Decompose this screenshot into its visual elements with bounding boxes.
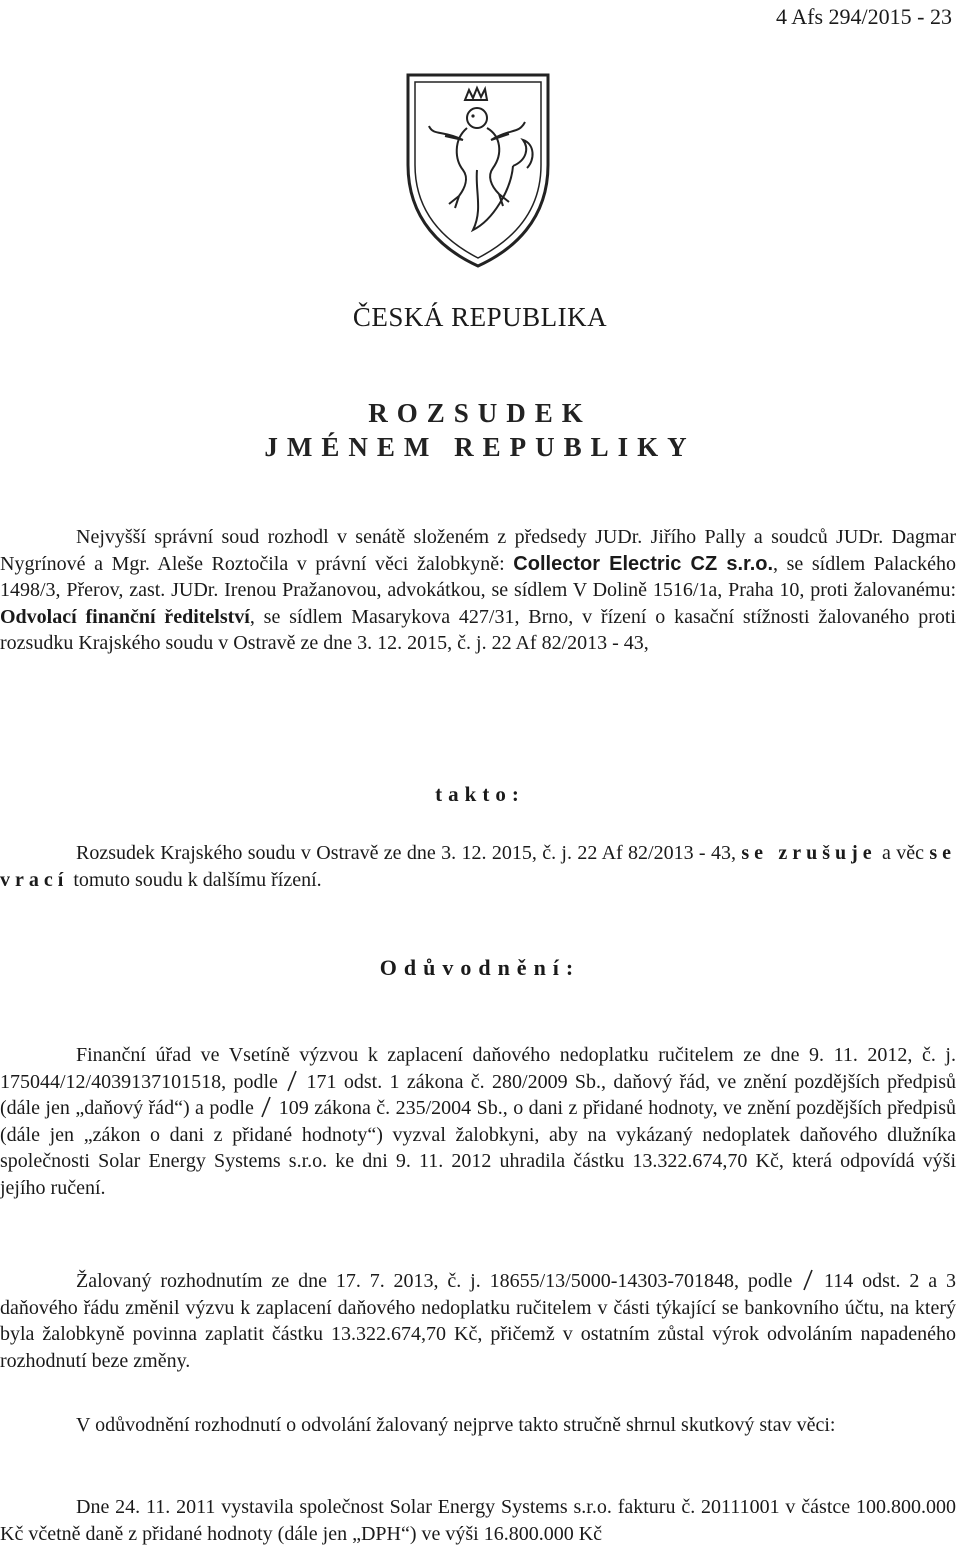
reasoning-paragraph-1	[0, 1042, 956, 1201]
section-sign-icon	[285, 1070, 299, 1092]
para3-text-b: 114 odst. 2 a 3 daňového řádu změnil výzvu k zaplacení daňového nedoplatku ručitelem v části týkající se bankovního účtu, na který byla žalobkyně povinna zaplatit částku 13.322.674,70 Kč, přičemž v ostatním zůstal výrok odvoláním napadeného rozhodnutí beze změny.	[0, 1270, 956, 1372]
ruling-text-a: Rozsudek Krajského soudu v Ostravě ze dne 3. 12. 2015, č. j. 22 Af 82/2013 - 43,	[76, 842, 736, 864]
country-title: ČESKÁ REPUBLIKA	[352, 302, 608, 332]
para3-text-a: Žalovaný rozhodnutím ze dne 17. 7. 2013, č. j. 18655/13/5000-14303-701848, podle	[76, 1270, 802, 1292]
reasoning-paragraph-3: V odůvodnění rozhodnutí o odvolání žalovaný nejprve takto stručně shrnul skutkový stav věci:	[76, 1414, 836, 1436]
ruling-zrusuje: se zrušuje	[741, 842, 877, 864]
ruling-text-c: tomuto soudu k dalšímu řízení.	[68, 868, 322, 891]
defendant-name: Odvolací finanční ředitelství	[0, 605, 250, 628]
reasoning-paragraph-2	[0, 1268, 956, 1374]
para2-text-a: Finanční úřad ve Vsetíně výzvou k zaplacení daňového nedoplatku ručitelem ze dne 9. 11. 2012, č. j. 175044/12/4039137101518, podle	[0, 1044, 956, 1093]
ruling-paragraph	[0, 840, 956, 893]
ruling-vraci: se vrací	[0, 842, 957, 891]
plaintiff-name: Collector Electric CZ s.r.o.	[513, 552, 774, 575]
takto-heading: takto:	[435, 782, 525, 806]
reasoning-paragraph-4: Dne 24. 11. 2011 vystavila společnost Solar Energy Systems s.r.o. fakturu č. 20111001 v částce 100.800.000 Kč včetně daně z přidané hodnoty (dále jen „DPH“) ve výši 16.800.000 Kč	[0, 1496, 956, 1545]
ruling-text-b: a věc	[876, 842, 930, 864]
para2-text-b: 171 odst. 1 zákona č. 280/2009 Sb., daňový řád, ve znění pozdějších předpisů (dále jen „daňový řád“) a podle	[0, 1070, 956, 1119]
reasoning-heading: Odůvodnění:	[379, 955, 581, 980]
intro-text-b: , se sídlem Palackého 1498/3, Přerov, zast. JUDr. Irenou Pražanovou, advokátkou, se sídlem V Dolině 1516/1a, Praha 10, proti žalovanému:	[0, 552, 956, 601]
verdict-subtitle: JMÉNEM REPUBLIKY	[264, 432, 696, 462]
section-sign-icon	[259, 1096, 273, 1118]
intro-paragraph	[0, 524, 956, 657]
verdict-title: ROZSUDEK	[368, 398, 592, 428]
document-number: 4 Afs 294/2015 - 23	[776, 4, 952, 29]
section-sign-icon	[801, 1269, 815, 1291]
intro-text-a: Nejvyšší správní soud rozhodl v senátě složeném z předsedy JUDr. Jiřího Pally a soudců JUDr. Dagmar Nygrínové a Mgr. Aleše Roztočila v právní věci žalobkyně:	[0, 526, 956, 575]
intro-text-c: , se sídlem Masarykova 427/31, Brno, v řízení o kasační stížnosti žalovaného proti rozsudku Krajského soudu v Ostravě ze dne 3. 12. 2015, č. j. 22 Af 82/2013 - 43,	[0, 605, 956, 654]
para2-text-c: 109 zákona č. 235/2004 Sb., o dani z přidané hodnoty, ve znění pozdějších předpisů (dále jen „zákon o dani z přidané hodnoty“) vyzval žalobkyni, aby na vykázaný nedoplatek daňového dlužníka společnosti Solar Energy Systems s.r.o. ke dni 9. 11. 2012 uhradila částku 13.322.674,70 Kč, která odpovídá výši jejího ručení.	[0, 1097, 956, 1199]
czech-lion-coat-of-arms-icon	[403, 70, 553, 270]
